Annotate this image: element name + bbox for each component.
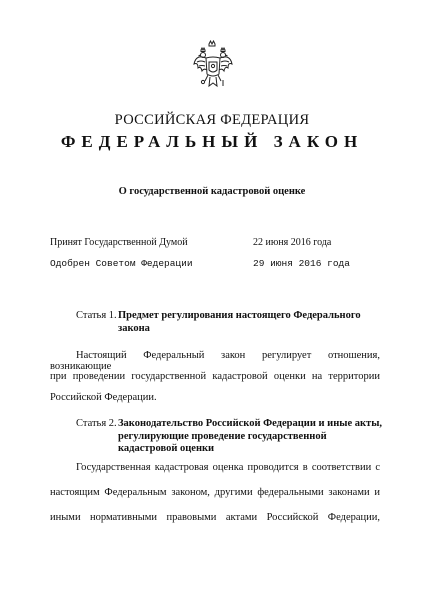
article-2-text-line: настоящим Федеральным законом, другими федеральными законами и (50, 487, 380, 498)
article-2-heading (118, 418, 388, 456)
article-2-heading-line: кадастровой оценки (118, 443, 215, 454)
article-2-text-line: Государственная кадастровая оценка проводится в соответствии с (76, 462, 380, 473)
country-name: РОССИЙСКАЯ ФЕДЕРАЦИЯ (114, 112, 310, 128)
article-1-text-line: Российской Федерации. (50, 392, 157, 403)
article-1-text-line: при проведении государственной кадастровой оценки на территории (50, 371, 380, 382)
duma-adoption-date: 22 июня 2016 года (253, 237, 332, 248)
article-2-heading-line: Законодательство Российской Федерации и иные акты, (118, 418, 383, 429)
article-1-heading (118, 310, 388, 335)
council-approval-date: 29 июня 2016 года (253, 258, 350, 269)
article-2-text-line: иными нормативными правовыми актами Российской Федерации, (50, 512, 380, 523)
article-1-heading-line: закона (118, 322, 150, 334)
law-title: О государственной кадастровой оценке (118, 186, 306, 197)
document-type: ФЕДЕРАЛЬНЫЙ ЗАКОН (60, 132, 364, 151)
article-2-heading-line: регулирующие проведение государственной (118, 430, 327, 442)
article-1-text-line: Настоящий Федеральный закон регулирует отношения, возникающие (50, 350, 380, 372)
double-headed-eagle-emblem-icon (192, 40, 234, 94)
article-2-label: Статья 2. (76, 418, 117, 429)
council-approval-label: Одобрен Советом Федерации (50, 258, 193, 269)
article-1-label: Статья 1. (76, 310, 117, 321)
article-1-heading-line: Предмет регулирования настоящего Федерального (118, 310, 361, 321)
duma-adoption-label: Принят Государственной Думой (50, 237, 188, 248)
